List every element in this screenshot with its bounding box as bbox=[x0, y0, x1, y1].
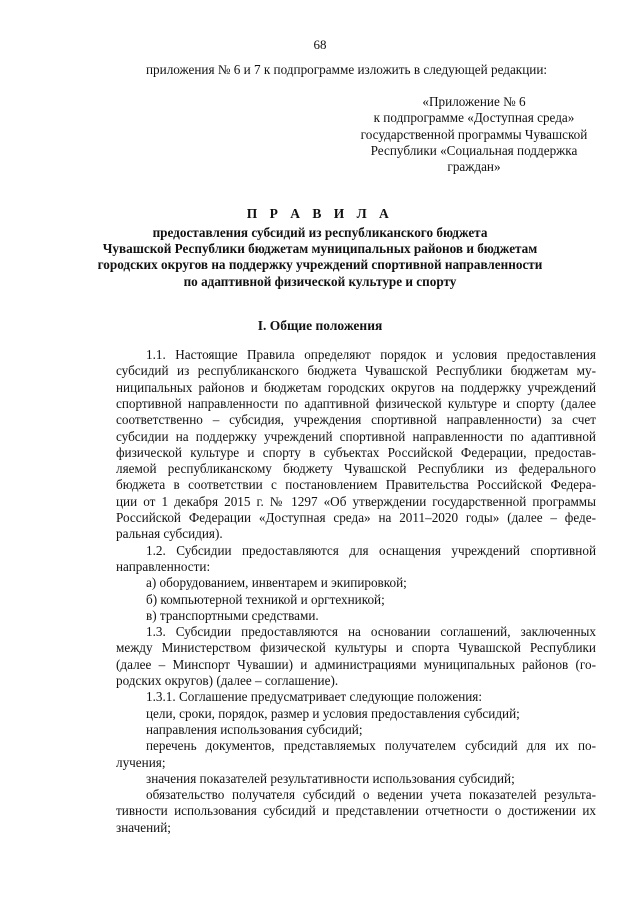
text-line: значения показателей результативности использования субсидий; bbox=[146, 770, 515, 786]
text-line: спортивной направленности по адаптивной физической культуре и спорту (далее bbox=[116, 395, 596, 411]
subtitle-line: по адаптивной физической культуре и спорту bbox=[183, 273, 457, 289]
text-line: 1.2. Субсидии предоставляются для оснащения учреждений спортивной bbox=[146, 542, 596, 558]
text-line: в) транспортными средствами. bbox=[146, 607, 319, 623]
text-line: перечень документов, представляемых получателем субсидий для их по- bbox=[146, 738, 596, 754]
document-title: П Р А В И Л А bbox=[246, 206, 394, 221]
text-line: соответственно – субсидия, учреждения спортивной направленности) за счет bbox=[116, 412, 596, 428]
text-line: а) оборудованием, инвентарем и экипировкой; bbox=[146, 575, 407, 591]
text-line: ниципальных районов и бюджетам городских округов на поддержку учреждений bbox=[116, 379, 596, 395]
intro-line: приложения № 6 и 7 к подпрограмме изложить в следующей редакции: bbox=[146, 62, 548, 77]
text-line: обязательство получателя субсидий о ведении учета показателей результа- bbox=[146, 787, 596, 803]
text-line: ральная субсидия). bbox=[116, 526, 223, 542]
section-heading: I. Общие положения bbox=[257, 318, 383, 333]
appendix-line: к подпрограмме «Доступная среда» bbox=[373, 110, 575, 126]
text-line: субсидий из республиканского бюджета Чувашской Республики бюджетам му- bbox=[116, 363, 596, 379]
appendix-reference bbox=[340, 94, 608, 175]
text-line: направленности: bbox=[116, 558, 211, 574]
page-number: 68 bbox=[313, 37, 327, 52]
text-line: цели, сроки, порядок, размер и условия предоставления субсидий; bbox=[146, 705, 520, 721]
text-line: ляемой республиканскому бюджету Чувашской Республики из федерального bbox=[116, 461, 596, 477]
text-line: 1.3.1. Соглашение предусматривает следующие положения: bbox=[146, 689, 483, 705]
text-line: ции от 1 декабря 2015 г. № 1297 «Об утверждении государственной программы bbox=[116, 493, 596, 509]
appendix-line: государственной программы Чувашской bbox=[360, 126, 588, 142]
text-line: лучения; bbox=[116, 754, 166, 770]
text-line: Российской Федерации «Доступная среда» на 2011–2020 годы» (далее – феде- bbox=[116, 510, 596, 525]
text-line: направления использования субсидий; bbox=[146, 721, 363, 737]
document-subtitle bbox=[50, 225, 590, 290]
text-line: тивности использования субсидий и представлении отчетности о достижении их bbox=[116, 803, 596, 819]
text-line: значений; bbox=[116, 819, 171, 835]
text-line: 1.3. Субсидии предоставляются на основании соглашений, заключенных bbox=[146, 624, 596, 640]
text-line: 1.1. Настоящие Правила определяют порядок и условия предоставления bbox=[146, 347, 596, 362]
appendix-line: «Приложение № 6 bbox=[422, 94, 526, 109]
text-line: (далее – Минспорт Чувашии) и администрациями муниципальных районов (го- bbox=[116, 656, 596, 672]
text-line: между Министерством физической культуры и спорта Чувашской Республики bbox=[116, 640, 596, 656]
subtitle-line: предоставления субсидий из республиканского бюджета bbox=[152, 225, 488, 240]
appendix-line: граждан» bbox=[447, 159, 501, 175]
text-line: субсидии на поддержку учреждений спортивной направленности по адаптивной bbox=[116, 428, 596, 444]
text-line: бюджета в соответствии с постановлением Правительства Российской Федера- bbox=[116, 477, 596, 493]
text-line: родских округов) (далее – соглашение). bbox=[116, 673, 339, 688]
subtitle-line: городских округов на поддержку учреждений спортивной направленности bbox=[97, 257, 543, 273]
subtitle-line: Чувашской Республики бюджетам муниципальных районов и бюджетам bbox=[102, 241, 538, 257]
text-line: физической культуре и спорту в субъектах Российской Федерации, предостав- bbox=[116, 444, 596, 460]
appendix-line: Республики «Социальная поддержка bbox=[370, 142, 578, 158]
text-line: б) компьютерной техникой и оргтехникой; bbox=[146, 591, 385, 607]
